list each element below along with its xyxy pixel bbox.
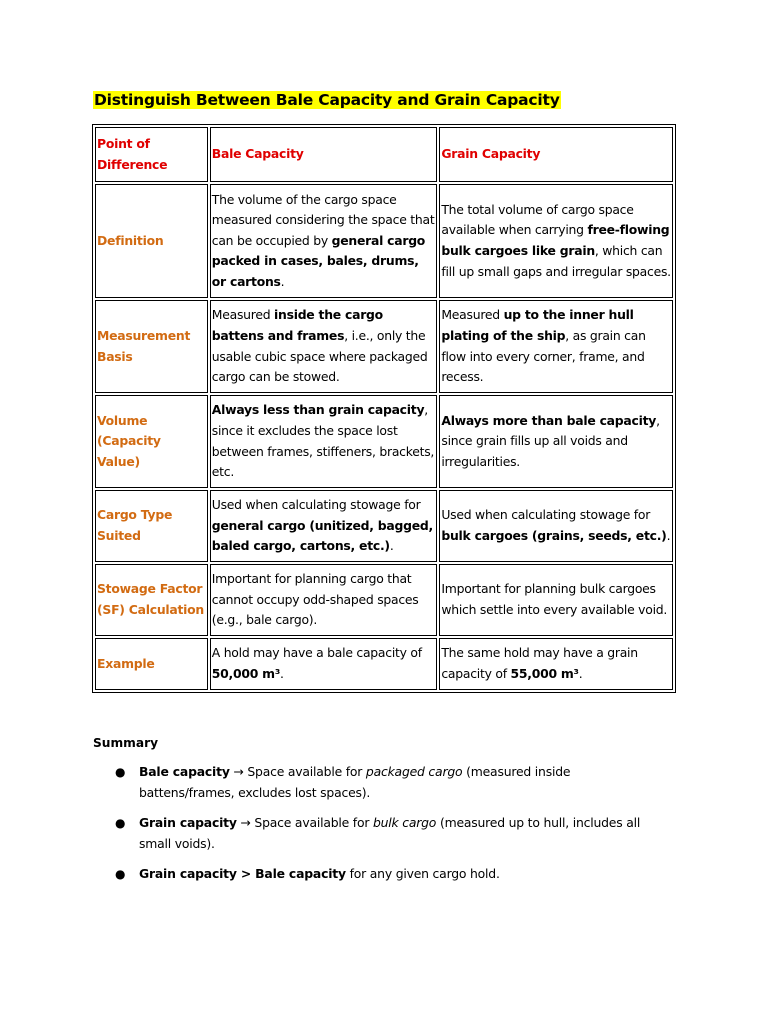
table-row bbox=[95, 184, 673, 298]
table-header-row bbox=[95, 127, 673, 182]
bale-cell bbox=[210, 638, 438, 690]
cell-text: Measured inside the cargo battens and frames, i.e., only the usable cubic space where packaged cargo can be stowed. bbox=[211, 307, 428, 385]
list-item-text: Grain capacity → Space available for bulk cargo (measured up to hull, includes all small voids). bbox=[139, 815, 641, 851]
grain-cell bbox=[439, 300, 673, 393]
table-row bbox=[95, 638, 673, 690]
cell-text: Used when calculating stowage for bulk cargoes (grains, seeds, etc.). bbox=[441, 507, 671, 543]
cell-text: The volume of the cargo space measured considering the space that can be occupied by general cargo packed in cases, bales, drums, or cartons. bbox=[211, 191, 435, 289]
row-label: Definition bbox=[95, 184, 208, 298]
summary-heading: Summary bbox=[93, 736, 159, 750]
table-row bbox=[95, 490, 673, 562]
list-item-text: Bale capacity → Space available for packaged cargo (measured inside battens/frames, excludes lost spaces). bbox=[139, 764, 571, 800]
row-label: Stowage Factor (SF) Calculation bbox=[95, 564, 208, 636]
cell-text: Always more than bale capacity, since grain fills up all voids and irregularities. bbox=[441, 412, 660, 469]
bale-cell: Important for planning cargo that cannot occupy odd-shaped spaces (e.g., bale cargo). bbox=[210, 564, 438, 636]
row-label: Volume (Capacity Value) bbox=[95, 395, 208, 488]
grain-cell bbox=[439, 638, 673, 690]
cell-text: Used when calculating stowage for general cargo (unitized, bagged, baled cargo, cartons, etc.). bbox=[211, 497, 434, 554]
list-item bbox=[93, 864, 668, 885]
bullet-icon: ● bbox=[115, 765, 126, 779]
comparison-table bbox=[92, 124, 676, 693]
table-row bbox=[95, 300, 673, 393]
list-item bbox=[93, 813, 668, 854]
grain-cell bbox=[439, 395, 673, 488]
table-row bbox=[95, 564, 673, 636]
cell-text: The total volume of cargo space available when carrying free-flowing bulk cargoes like grain, which can fill up small gaps and irregular spaces. bbox=[441, 201, 671, 279]
bale-cell bbox=[210, 184, 438, 298]
bullet-icon: ● bbox=[115, 867, 126, 881]
row-label: Example bbox=[95, 638, 208, 690]
bale-cell bbox=[210, 300, 438, 393]
header-point-of-difference: Point of Difference bbox=[95, 127, 208, 182]
cell-text: Always less than grain capacity, since it excludes the space lost between frames, stiffeners, brackets, etc. bbox=[211, 402, 435, 480]
cell-text: A hold may have a bale capacity of 50,000 m³. bbox=[211, 645, 422, 681]
bale-cell bbox=[210, 395, 438, 488]
page-title-text: Distinguish Between Bale Capacity and Grain Capacity bbox=[94, 91, 560, 109]
cell-text: The same hold may have a grain capacity of 55,000 m³. bbox=[441, 645, 638, 681]
bale-cell bbox=[210, 490, 438, 562]
list-item bbox=[93, 762, 668, 803]
list-item-text: Grain capacity > Bale capacity for any given cargo hold. bbox=[139, 866, 500, 881]
grain-cell: Important for planning bulk cargoes which settle into every available void. bbox=[439, 564, 673, 636]
header-bale-capacity: Bale Capacity bbox=[210, 127, 438, 182]
summary-list bbox=[93, 762, 668, 895]
table-row bbox=[95, 395, 673, 488]
cell-text: Measured up to the inner hull plating of the ship, as grain can flow into every corner, frame, and recess. bbox=[441, 307, 646, 385]
header-grain-capacity: Grain Capacity bbox=[439, 127, 673, 182]
grain-cell bbox=[439, 490, 673, 562]
page-title bbox=[93, 89, 561, 111]
row-label: Cargo Type Suited bbox=[95, 490, 208, 562]
row-label: Measurement Basis bbox=[95, 300, 208, 393]
grain-cell bbox=[439, 184, 673, 298]
bullet-icon: ● bbox=[115, 816, 126, 830]
